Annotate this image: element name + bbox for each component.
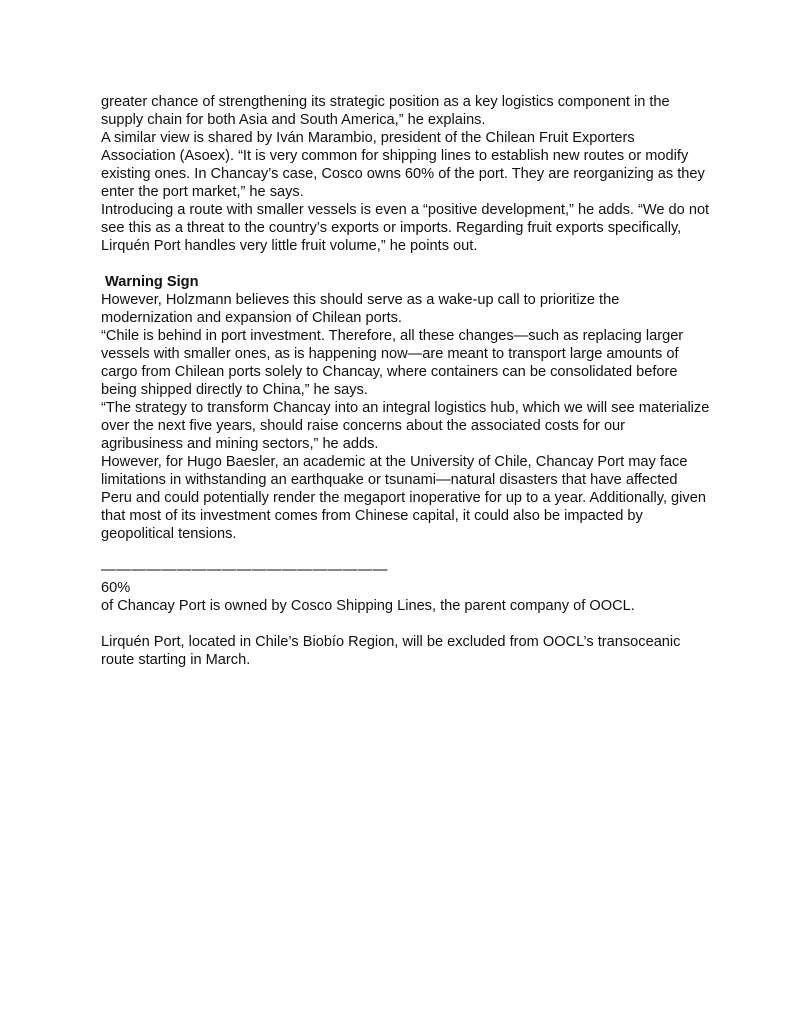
paragraph: “The strategy to transform Chancay into an integral logistics hub, which we will see materialize over the next five years, should raise concerns about the associated costs for our agribusiness and mining sectors,” he adds. xyxy=(101,400,710,452)
divider-line: ——————————————————— xyxy=(101,562,388,578)
paragraph: greater chance of strengthening its strategic position as a key logistics component in the supply chain for both Asia and South America,” he explains. xyxy=(101,94,670,128)
spacer xyxy=(101,543,711,561)
stat-value: 60% xyxy=(101,580,131,596)
stat-caption: of Chancay Port is owned by Cosco Shipping Lines, the parent company of OOCL. xyxy=(101,598,635,614)
paragraph: However, for Hugo Baesler, an academic at the University of Chile, Chancay Port may face limitations in withstanding an earthquake or tsunami—natural disasters that have affected Peru and could potentially render the megaport inoperative for up to a year. Additionally, given that most of its investment comes from Chinese capital, it could also be impacted by geopolitical tensions. xyxy=(101,454,706,542)
paragraph: “Chile is behind in port investment. Therefore, all these changes—such as replacing larger vessels with smaller ones, as is happening now—are meant to transport large amounts of cargo from Chilean ports solely to Chancay, where containers can be consolidated before being shipped directly to China,” he says. xyxy=(101,328,684,398)
paragraph: A similar view is shared by Iván Marambio, president of the Chilean Fruit Exporters Association (Asoex). “It is very common for shipping lines to establish new routes or modify existing ones. In Chancay’s case, Cosco owns 60% of the port. They are reorganizing as they enter the port market,” he says. xyxy=(101,130,705,200)
spacer xyxy=(101,615,711,633)
section-heading: Warning Sign xyxy=(105,274,199,290)
document-page xyxy=(101,93,711,669)
paragraph: However, Holzmann believes this should serve as a wake-up call to prioritize the modernization and expansion of Chilean ports. xyxy=(101,292,620,326)
spacer xyxy=(101,255,711,273)
paragraph: Introducing a route with smaller vessels is even a “positive development,” he adds. “We do not see this as a threat to the country’s exports or imports. Regarding fruit exports specifically, Lirquén Port handles very little fruit volume,” he points out. xyxy=(101,202,710,254)
closing-paragraph: Lirquén Port, located in Chile’s Biobío Region, will be excluded from OOCL’s transoceanic route starting in March. xyxy=(101,634,681,668)
